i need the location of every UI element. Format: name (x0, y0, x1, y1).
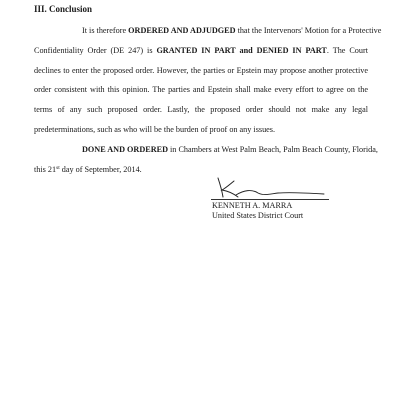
text-run: It is therefore (82, 26, 129, 35)
text-run: this 21 (34, 165, 57, 174)
bold-run: GRANTED IN PART and DENIED IN PART (156, 46, 327, 55)
section-heading: III. Conclusion (34, 4, 93, 14)
paragraph2-line1 (82, 145, 378, 155)
paragraph2-line2 (34, 165, 142, 175)
text-run: in Chambers at West Palm Beach, Palm Beach County, Florida, (167, 145, 378, 154)
paragraph1-line2 (34, 46, 368, 56)
text-run: that the Intervenors' Motion for a Protective (235, 26, 382, 35)
text-run: day of September, 2014. (59, 165, 142, 174)
text-run: . The Court (326, 46, 368, 55)
paragraph1-line4: order consistent with this opinion. The parties and Epstein shall make every effort to agree on the (34, 85, 368, 94)
text-run: Confidentiality Order (DE 247) is (34, 46, 157, 55)
ordinal-suffix: st (56, 165, 60, 171)
handwritten-signature (212, 175, 332, 201)
judge-name: KENNETH A. MARRA (212, 201, 293, 210)
paragraph1-line1 (34, 26, 382, 36)
judge-title: United States District Court (212, 211, 304, 220)
signature-line (211, 199, 329, 200)
paragraph1-line5: terms of any such proposed order. Lastly, the proposed order should not make any legal (34, 105, 368, 114)
paragraph1-line6: predeterminations, such as who will be the burden of proof on any issues. (34, 125, 276, 134)
bold-run: ORDERED AND ADJUDGED (128, 26, 236, 35)
paragraph1-line3: declines to enter the proposed order. However, the parties or Epstein may propose another protective (34, 66, 368, 75)
bold-run: DONE AND ORDERED (82, 145, 168, 154)
